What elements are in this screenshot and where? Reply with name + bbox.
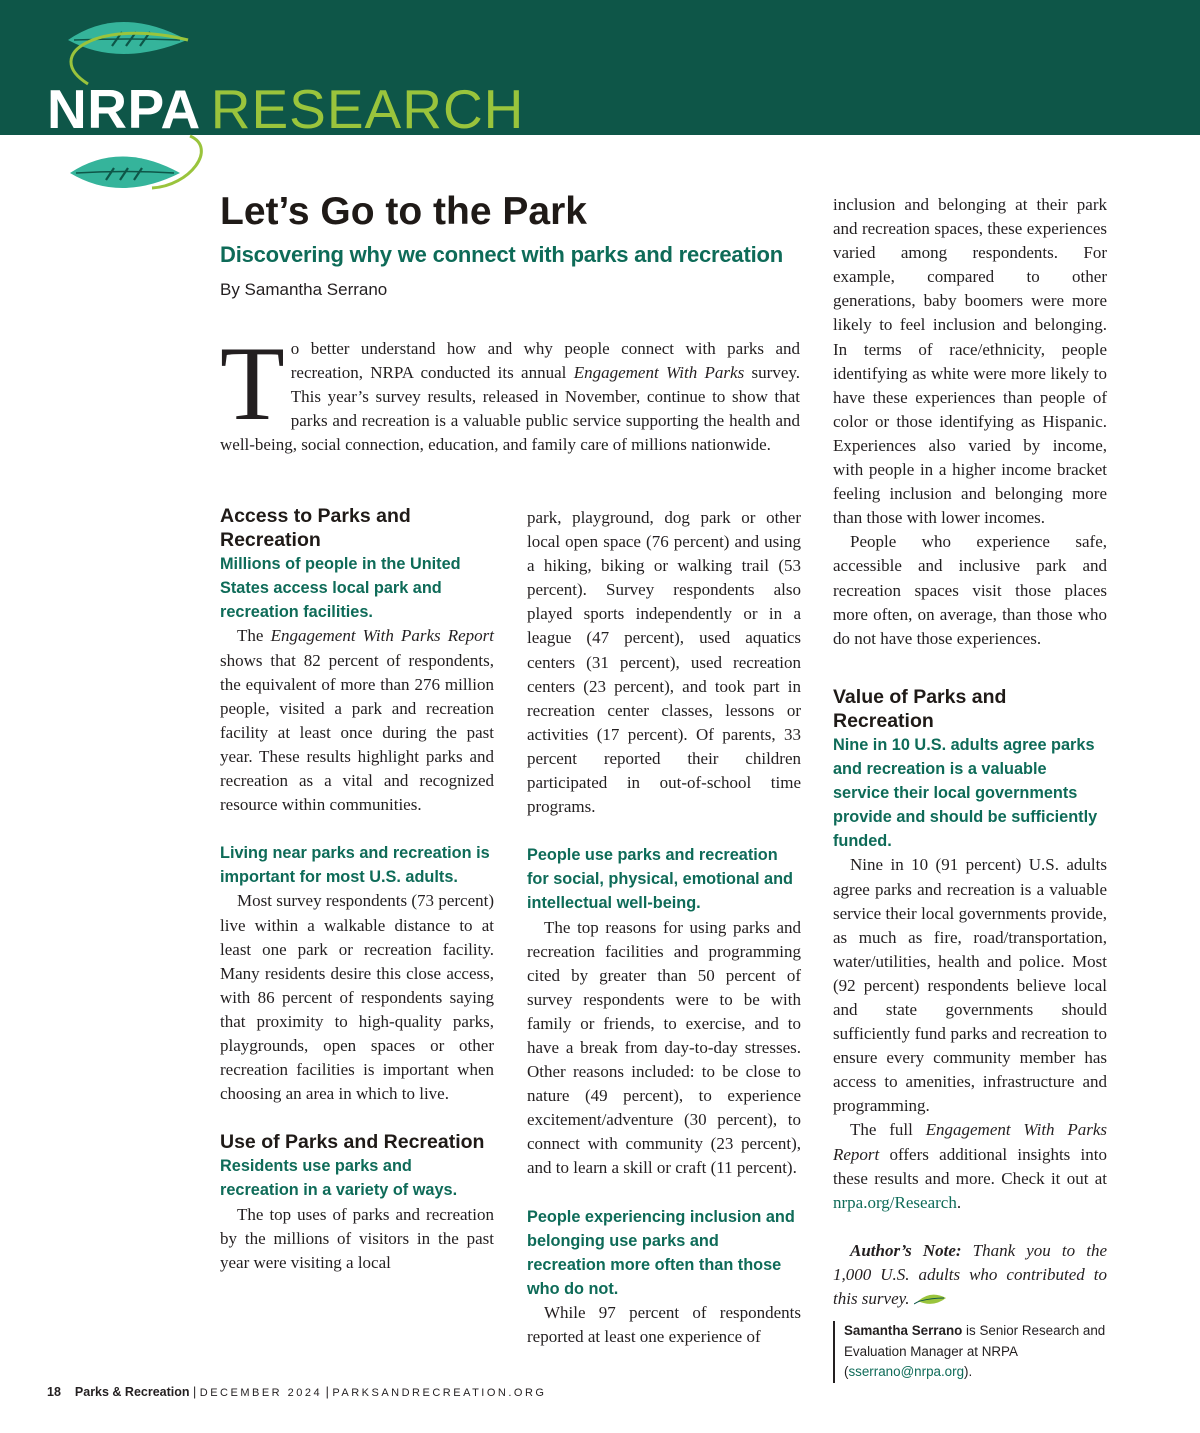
text-span: The <box>237 626 271 646</box>
column-3 <box>833 193 1107 1383</box>
authors-note-label: Author’s Note: <box>850 1240 962 1260</box>
paragraph-access-2: Most survey respondents (73 percent) live within a walkable distance to at least one park or recreation facility. Many residents desire this close access, with 86 percent of respondents saying that proximity to high-quality parks, playgrounds, open spaces or other recreation facilities is important when choosing an area in which to live. <box>220 891 494 1104</box>
author-email-link[interactable]: sserrano@nrpa.org <box>848 1364 965 1380</box>
end-mark-leaf-icon <box>914 1293 948 1307</box>
byline: By Samantha Serrano <box>220 280 388 299</box>
subheading-access-millions: Millions of people in the United States access local park and recreation facilities. <box>220 555 461 622</box>
text-span: ). <box>964 1364 973 1380</box>
column-1 <box>220 504 494 1275</box>
page-number: 18 <box>47 1385 61 1399</box>
intro-paragraph <box>220 325 801 457</box>
paragraph-value-2 <box>833 1118 1107 1214</box>
paragraph-use-3: While 97 percent of respondents reported at least one experience of <box>527 1302 801 1346</box>
brand-secondary: RESEARCH <box>210 78 525 140</box>
text-span: offers additional insights into these results and more. Check it out at <box>833 1144 1107 1188</box>
subheading-inclusion: People experiencing inclusion and belonging use parks and recreation more often than those who do not. <box>527 1207 795 1298</box>
brand-wordmark <box>47 76 524 142</box>
authors-note-text: Thank you to the 1,000 U.S. adults who contributed to this survey. <box>833 1240 1107 1309</box>
authors-note <box>833 1239 1107 1311</box>
intro-text-1: o better understand how and why people connect with parks and recreation, NRPA conducted its annual <box>290 339 800 383</box>
intro-report-title: Engagement With Parks <box>573 363 745 383</box>
author-bio <box>833 1321 1107 1383</box>
footer-separator: | <box>193 1385 197 1399</box>
paragraph-value-1: Nine in 10 (91 percent) U.S. adults agree parks and recreation is a valuable service their local governments provide, as much as fire, road/transportation, water/utilities, health and police. Most (92 percent) respondents believe local and state governments should sufficiently fund parks and recreation to ensure every community member has access to amenities, infrastructure and programming. <box>833 855 1107 1116</box>
paragraph-use-3-continued: inclusion and belonging at their park and recreation spaces, these experiences varied among respondents. For example, compared to other generations, baby boomers were more likely to feel inclusion and belonging. In terms of race/ethnicity, people identifying as white were more likely to have these experiences than people of color or those identifying as Hispanic. Experiences also varied by income, with people in a higher income bracket feeling inclusion and belonging more than those with lower incomes. <box>833 195 1107 528</box>
report-title: Engagement With Parks Report <box>833 1120 1107 1164</box>
intro-text-2: survey. This year’s survey results, released in November, continue to show that parks and recreation is a valuable public service supporting the health and well-being, social connection, education, and family care of millions nationwide. <box>220 363 801 455</box>
subheading-well-being: People use parks and recreation for social, physical, emotional and intellectual well-being. <box>527 846 793 913</box>
article-subtitle: Discovering why we connect with parks and recreation <box>220 242 783 267</box>
text-span: . <box>956 1192 962 1212</box>
magazine-name: Parks & Recreation <box>74 1385 190 1399</box>
footer-separator: | <box>325 1385 329 1399</box>
research-link[interactable]: nrpa.org/Research <box>833 1192 957 1212</box>
paragraph-access-1 <box>220 624 494 817</box>
subheading-living-near: Living near parks and recreation is important for most U.S. adults. <box>220 844 490 887</box>
paragraph-use-1: The top uses of parks and recreation by the millions of visitors in the past year were visiting a local <box>220 1204 494 1272</box>
text-span: shows that 82 percent of respondents, the equivalent of more than 276 million people, visited a park and recreation facility at least once during the past year. These results highlight parks and recreation as a vital and recognized resource within communities. <box>220 650 494 815</box>
issue-date: DECEMBER 2024 <box>199 1387 323 1399</box>
author-name: Samantha Serrano <box>844 1323 963 1339</box>
drop-cap: T <box>220 325 285 442</box>
website: PARKSANDRECREATION.ORG <box>332 1387 547 1399</box>
author-bio-text: is Senior Research and Evaluation Manager at NRPA ( <box>844 1323 1106 1380</box>
page-footer <box>47 1383 546 1402</box>
paragraph-use-1-continued: park, playground, dog park or other local open space (76 percent) and using a hiking, biking or walking trail (53 percent). Survey respondents also played sports independently or in a league (47 percent), used aquatics centers (31 percent), used recreation centers (23 percent), and took part in recreation center classes, lessons or activities (17 percent). Of parents, 33 percent reported their children participated in out-of-school time programs. <box>527 508 801 817</box>
section-heading-use: Use of Parks and Recreation <box>220 1131 485 1154</box>
section-heading-value: Value of Parks and Recreation <box>833 685 1007 732</box>
subheading-value-nine-in-ten: Nine in 10 U.S. adults agree parks and recreation is a valuable service their local governments provide and should be sufficiently funded. <box>833 735 1098 851</box>
report-title: Engagement With Parks Report <box>270 626 494 646</box>
section-heading-access: Access to Parks and Recreation <box>220 505 411 552</box>
subheading-use-variety: Residents use parks and recreation in a variety of ways. <box>220 1157 458 1200</box>
paragraph-use-4: People who experience safe, accessible and inclusive park and recreation spaces visit those places more often, on average, than those who do not have those experiences. <box>833 532 1107 648</box>
text-span: The full <box>850 1120 926 1140</box>
article-title: Let’s Go to the Park <box>220 190 587 233</box>
paragraph-use-2: The top reasons for using parks and recreation facilities and programming cited by greater than 50 percent of survey respondents were to be with family or friends, to exercise, and to have a break from day-to-day stresses. Other reasons included: to be close to nature (49 percent), to experience excitement/adventure (30 percent), to connect with community (23 percent), and to learn a skill or craft (11 percent). <box>527 917 801 1178</box>
column-2 <box>527 506 801 1349</box>
brand-primary: NRPA <box>47 78 201 140</box>
